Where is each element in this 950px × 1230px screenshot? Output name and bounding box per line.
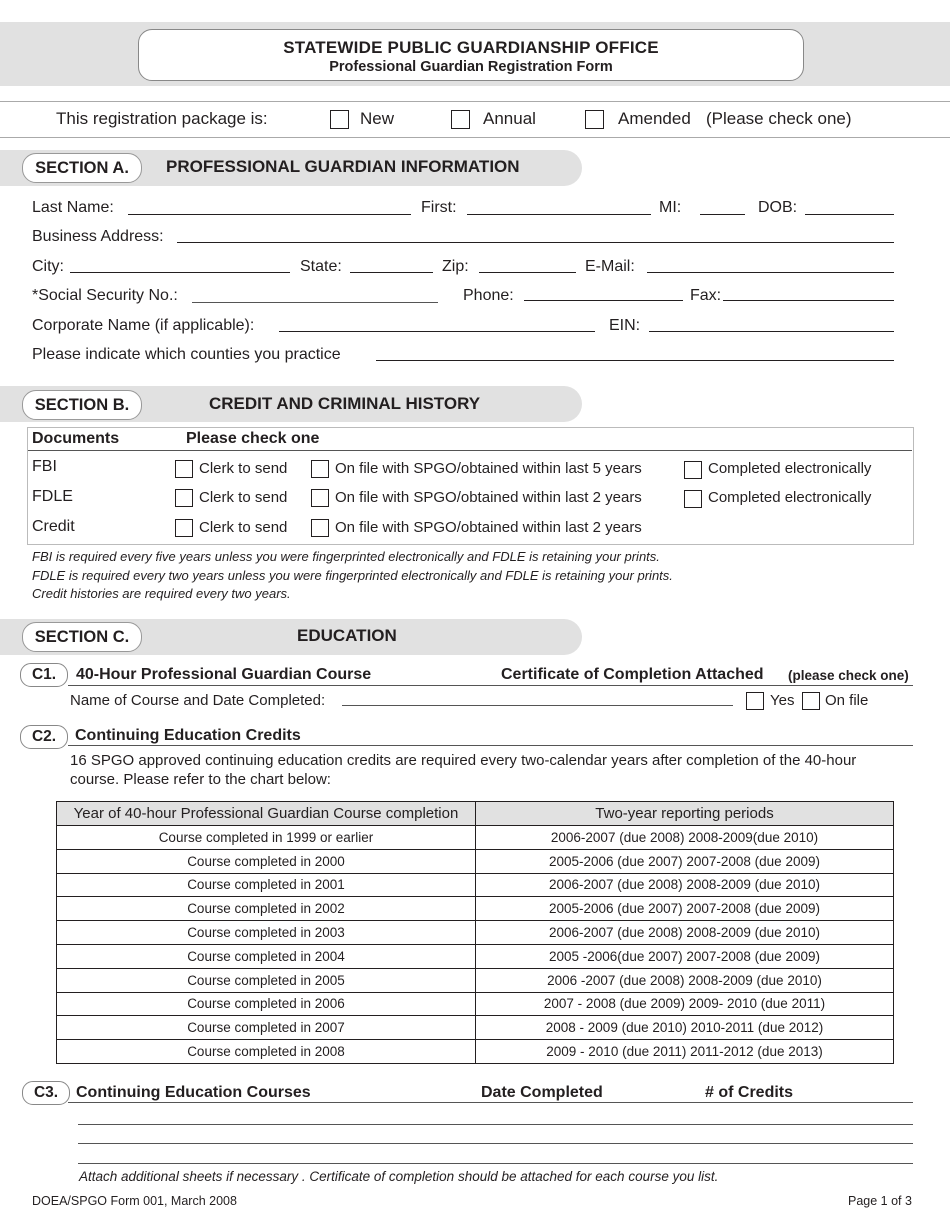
c2-pill: C2. [20,725,68,749]
annual-label: Annual [483,109,536,128]
ce-reporting-table [56,801,894,1064]
fbi-on-file-label: On file with SPGO/obtained within last 5 years [335,460,642,477]
fbi-clerk-checkbox[interactable] [175,460,193,478]
counties-field[interactable] [376,360,894,361]
ssn-field[interactable] [192,302,438,303]
table-cell-year: Course completed in 2004 [57,944,476,968]
package-prompt: This registration package is: [56,109,268,128]
table-cell-year: Course completed in 2001 [57,873,476,897]
first-name-label: First: [421,199,457,216]
table-cell-year: Course completed in 2003 [57,921,476,945]
section-a-pill: SECTION A. [22,153,142,183]
table-cell-year: Course completed in 1999 or earlier [57,826,476,850]
amended-checkbox[interactable] [585,110,604,129]
table-cell-periods: 2008 - 2009 (due 2010) 2010-2011 (due 2012) [476,1016,894,1040]
credit-on-file-checkbox[interactable] [311,519,329,537]
fax-label: Fax: [690,287,722,304]
table-cell-periods: 2006-2007 (due 2008) 2008-2009(due 2010) [476,826,894,850]
header-rule [28,450,912,451]
documents-header: Documents [32,430,120,447]
amended-label: Amended [618,109,691,128]
table-cell-periods: 2005-2006 (due 2007) 2007-2008 (due 2009) [476,849,894,873]
cert-on-file-label: On file [825,692,869,709]
certificate-label: Certificate of Completion Attached [501,666,764,683]
last-name-label: Last Name: [32,199,114,216]
credit-on-file-label: On file with SPGO/obtained within last 2 years [335,519,642,536]
c2-rule [68,745,913,746]
check-one-header: Please check one [186,430,320,447]
mi-field[interactable] [700,214,745,215]
state-field[interactable] [350,272,433,273]
business-address-field[interactable] [177,242,894,243]
phone-field[interactable] [524,300,683,301]
table-row [57,873,894,897]
city-label: City: [32,258,64,275]
table-cell-year: Course completed in 2002 [57,897,476,921]
dob-label: DOB: [758,199,798,216]
credit-note: Credit histories are required every two years. [32,586,291,601]
course-entry-line-2[interactable] [78,1143,913,1144]
table-cell-year: Course completed in 2008 [57,1040,476,1064]
section-c-pill: SECTION C. [22,622,142,652]
business-address-label: Business Address: [32,228,164,245]
c3-pill: C3. [22,1081,70,1105]
page-number: Page 1 of 3 [848,1194,912,1208]
new-label: New [360,109,395,128]
table-row [57,897,894,921]
counties-label: Please indicate which counties you practice [32,346,341,363]
credit-clerk-checkbox[interactable] [175,519,193,537]
zip-label: Zip: [442,258,469,275]
c3-title: Continuing Education Courses [76,1084,311,1101]
fdle-on-file-checkbox[interactable] [311,489,329,507]
fbi-label: FBI [32,458,57,475]
fbi-clerk-label: Clerk to send [199,460,288,477]
course-entry-line-1[interactable] [78,1124,913,1125]
table-row [57,849,894,873]
certificate-note: (please check one) [788,668,909,683]
zip-field[interactable] [479,272,576,273]
section-c-title: EDUCATION [297,626,397,645]
fdle-clerk-label: Clerk to send [199,489,288,506]
c1-rule [68,685,913,686]
last-name-field[interactable] [128,214,411,215]
corporate-name-label: Corporate Name (if applicable): [32,317,255,334]
c1-title: 40-Hour Professional Guardian Course [76,666,372,683]
c3-rule [68,1102,913,1103]
corporate-name-field[interactable] [279,331,595,332]
table-header-periods: Two-year reporting periods [476,802,894,826]
ssn-label: *Social Security No.: [32,287,178,304]
course-entry-line-3[interactable] [78,1163,913,1164]
divider [0,101,950,102]
phone-label: Phone: [463,287,514,304]
dob-field[interactable] [805,214,894,215]
date-completed-header: Date Completed [481,1084,603,1101]
ein-label: EIN: [609,317,641,334]
table-cell-periods: 2006-2007 (due 2008) 2008-2009 (due 2010) [476,873,894,897]
form-id: DOEA/SPGO Form 001, March 2008 [32,1194,237,1208]
new-checkbox[interactable] [330,110,349,129]
c1-pill: C1. [20,663,68,687]
table-cell-periods: 2007 - 2008 (due 2009) 2009- 2010 (due 2011) [476,992,894,1016]
section-b-pill: SECTION B. [22,390,142,420]
city-field[interactable] [70,272,290,273]
fbi-electronic-checkbox[interactable] [684,461,702,479]
fbi-note: FBI is required every five years unless you were fingerprinted electronically and FDLE is retaining your prints. [32,549,660,564]
table-row [57,1040,894,1064]
table-row [57,992,894,1016]
divider [0,137,950,138]
credits-header: # of Credits [705,1084,794,1101]
office-name: STATEWIDE PUBLIC GUARDIANSHIP OFFICE [283,38,659,57]
table-cell-year: Course completed in 2000 [57,849,476,873]
table-row [57,826,894,850]
table-cell-periods: 2009 - 2010 (due 2011) 2011-2012 (due 2013) [476,1040,894,1064]
credit-clerk-label: Clerk to send [199,519,288,536]
course-name-field[interactable] [342,705,733,706]
section-a-title: PROFESSIONAL GUARDIAN INFORMATION [166,157,520,176]
check-one-note: (Please check one) [706,109,852,128]
table-cell-periods: 2006 -2007 (due 2008) 2008-2009 (due 2010) [476,968,894,992]
table-row [57,968,894,992]
cert-on-file-checkbox[interactable] [802,692,820,710]
annual-checkbox[interactable] [451,110,470,129]
cert-yes-label: Yes [770,692,795,709]
attach-note: Attach additional sheets if necessary . Certificate of completion should be attached for each course you list. [79,1169,719,1184]
course-name-label: Name of Course and Date Completed: [70,692,326,709]
table-row [57,1016,894,1040]
fdle-on-file-label: On file with SPGO/obtained within last 2 years [335,489,642,506]
fax-field[interactable] [723,300,894,301]
fdle-electronic-label: Completed electronically [708,489,872,506]
mi-label: MI: [659,199,682,216]
fbi-on-file-checkbox[interactable] [311,460,329,478]
table-cell-year: Course completed in 2006 [57,992,476,1016]
section-b-title: CREDIT AND CRIMINAL HISTORY [209,394,481,413]
table-cell-periods: 2006-2007 (due 2008) 2008-2009 (due 2010) [476,921,894,945]
fdle-label: FDLE [32,488,73,505]
table-header-year: Year of 40-hour Professional Guardian Course completion [57,802,476,826]
c2-description: 16 SPGO approved continuing education credits are required every two-calendar years after completion of the 40-hour course. Please refer to the chart below: [70,752,857,788]
ein-field[interactable] [649,331,894,332]
cert-yes-checkbox[interactable] [746,692,764,710]
credit-label: Credit [32,518,75,535]
table-cell-periods: 2005 -2006(due 2007) 2007-2008 (due 2009) [476,944,894,968]
fdle-clerk-checkbox[interactable] [175,489,193,507]
form-title: Professional Guardian Registration Form [329,59,613,75]
email-field[interactable] [647,272,894,273]
table-cell-year: Course completed in 2007 [57,1016,476,1040]
c2-title: Continuing Education Credits [75,727,301,744]
state-label: State: [300,258,342,275]
fbi-electronic-label: Completed electronically [708,460,872,477]
table-row [57,944,894,968]
table-cell-year: Course completed in 2005 [57,968,476,992]
form-title-box [138,29,804,81]
table-cell-periods: 2005-2006 (due 2007) 2007-2008 (due 2009) [476,897,894,921]
fdle-note: FDLE is required every two years unless you were fingerprinted electronically and FDLE is retaining your prints. [32,568,673,583]
table-row [57,921,894,945]
table-header-row [57,802,894,826]
fdle-electronic-checkbox[interactable] [684,490,702,508]
email-label: E-Mail: [585,258,635,275]
first-name-field[interactable] [467,214,651,215]
